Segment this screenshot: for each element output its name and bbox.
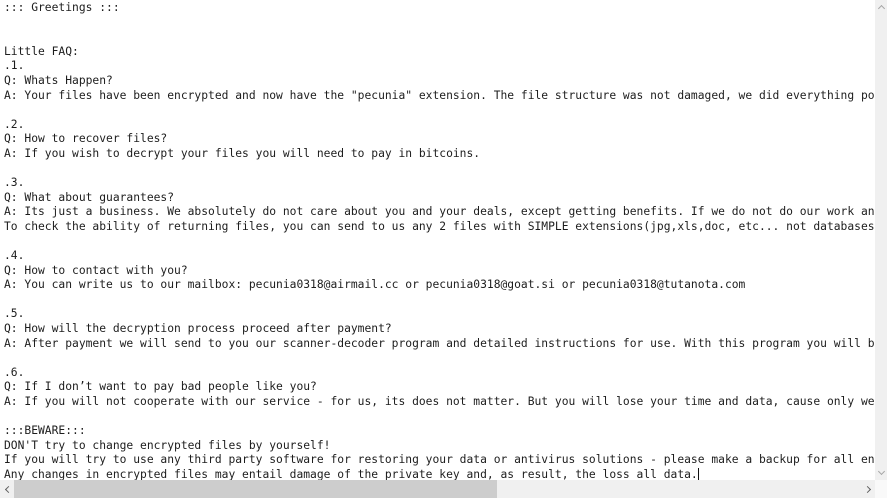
text-line: Q: How to contact with you? bbox=[4, 263, 188, 277]
text-line bbox=[4, 103, 875, 118]
text-line: Any changes in encrypted files may entail damage of the private key and, as result, the loss all data. bbox=[4, 468, 698, 480]
text-line: :::BEWARE::: bbox=[4, 424, 86, 438]
text-line: Q: Whats Happen? bbox=[4, 73, 113, 87]
text-line: .1. bbox=[4, 59, 25, 73]
text-line bbox=[4, 351, 875, 366]
chevron-up-icon bbox=[877, 5, 884, 12]
scrollbar-corner bbox=[875, 480, 887, 498]
text-line: A: Its just a business. We absolutely do not care about you and your deals, except getting benefits. If we do not do our work an bbox=[4, 205, 875, 219]
text-line: .5. bbox=[4, 307, 25, 321]
text-line bbox=[4, 410, 875, 425]
text-line bbox=[4, 235, 875, 250]
text-line: To check the ability of returning files, you can send to us any 2 files with SIMPLE extensions(jpg,xls,doc, etc... not databases bbox=[4, 219, 875, 233]
vertical-scrollbar[interactable] bbox=[875, 0, 887, 480]
text-caret bbox=[698, 468, 699, 480]
text-line: DON'T try to change encrypted files by yourself! bbox=[4, 438, 331, 452]
scroll-down-button[interactable] bbox=[875, 466, 887, 480]
scroll-left-button[interactable] bbox=[0, 480, 14, 498]
text-line bbox=[4, 16, 875, 31]
text-line: A: You can write us to our mailbox: pecunia0318@airmail.cc or pecunia0318@goat.si or pecunia0318@tutanota.com bbox=[4, 278, 746, 292]
scroll-up-button[interactable] bbox=[875, 0, 887, 14]
text-line bbox=[4, 293, 875, 308]
text-line: Q: If I don’t want to pay bad people like you? bbox=[4, 380, 317, 394]
text-line: .6. bbox=[4, 365, 25, 379]
text-line bbox=[4, 30, 875, 45]
chevron-left-icon bbox=[4, 485, 11, 492]
text-line: .2. bbox=[4, 117, 25, 131]
text-line: A: If you wish to decrypt your files you will need to pay in bitcoins. bbox=[4, 146, 481, 160]
horizontal-scrollbar[interactable] bbox=[0, 480, 875, 498]
text-line bbox=[4, 162, 875, 177]
scroll-right-button[interactable] bbox=[861, 480, 875, 498]
text-line: A: Your files have been encrypted and now have the "pecunia" extension. The file structure was not damaged, we did everything po bbox=[4, 88, 875, 102]
horizontal-scrollbar-thumb[interactable] bbox=[14, 480, 497, 498]
text-line: Q: How will the decryption process proceed after payment? bbox=[4, 322, 392, 336]
text-line: .3. bbox=[4, 176, 25, 190]
text-line: Little FAQ: bbox=[4, 44, 79, 58]
text-line: If you will try to use any third party software for restoring your data or antivirus solutions - please make a backup for all en bbox=[4, 453, 875, 467]
chevron-down-icon bbox=[877, 468, 884, 475]
text-line: Q: What about guarantees? bbox=[4, 190, 175, 204]
text-line: .4. bbox=[4, 249, 25, 263]
text-line: A: If you will not cooperate with our service - for us, its does not matter. But you will lose your time and data, cause only we bbox=[4, 395, 875, 409]
text-line: ::: Greetings ::: bbox=[4, 1, 120, 14]
chevron-right-icon bbox=[863, 485, 870, 492]
text-line: A: After payment we will send to you our scanner-decoder program and detailed instructions for use. With this program you will b bbox=[4, 336, 875, 350]
text-line: Q: How to recover files? bbox=[4, 132, 168, 146]
